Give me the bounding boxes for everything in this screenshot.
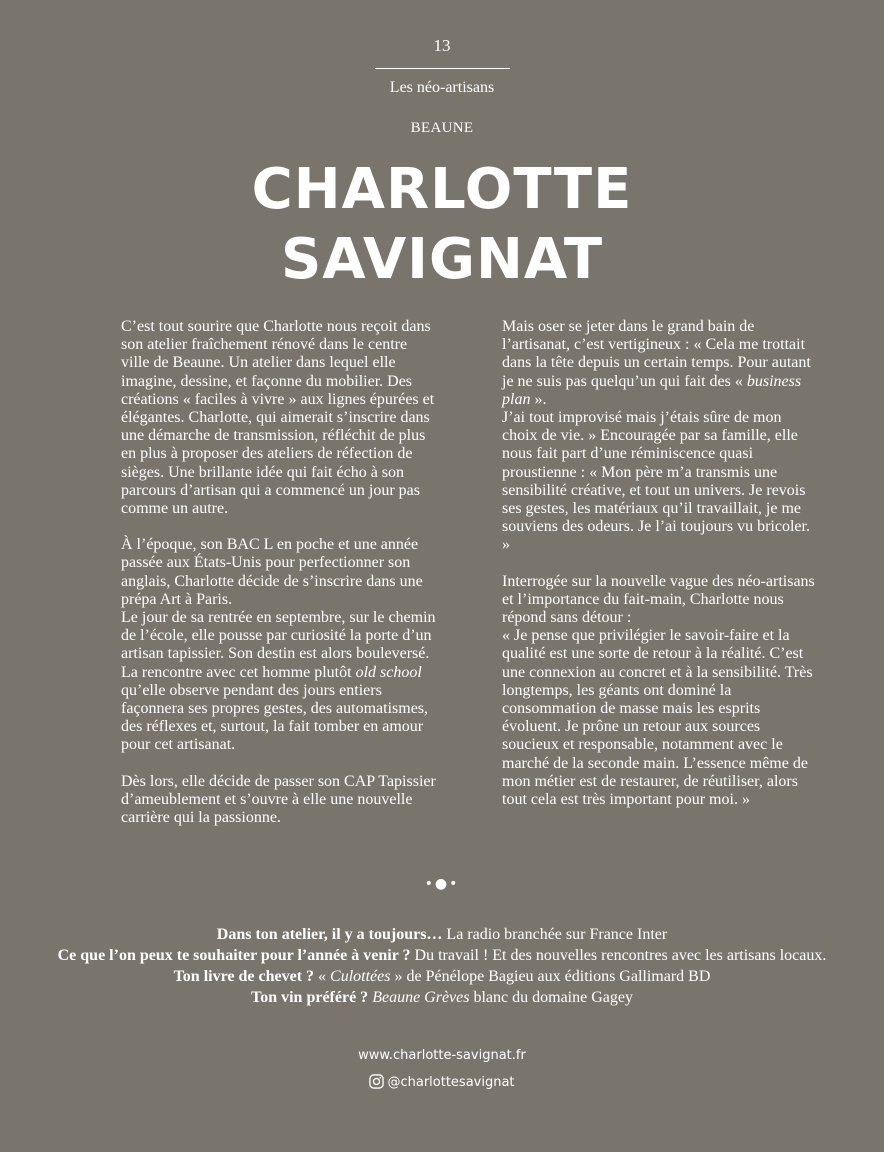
instagram-handle: @charlottesavignat: [387, 1075, 515, 1090]
separator-dots: •●•: [424, 876, 460, 892]
qa-line: Ton livre de chevet ? « Culottées » de Pénélope Bagieu aux éditions Gallimard BD: [173, 968, 711, 985]
paragraph: À l’époque, son BAC L en poche et une année passée aux États-Unis pour perfectionner son anglais, Charlotte décide de s’inscrire dans une prépa Art à Paris.: [121, 536, 423, 608]
paragraph: Le jour de sa rentrée en septembre, sur le chemin de l’école, elle pousse par curiosité la porte d’un artisan tapissier. Son destin est alors bouleversé. La rencontre avec cet homme plutôt old school qu’elle observe pendant des jours entiers façonnera ses propres gestes, des automatismes, des réflexes et, surtout, la fait tomber en amour pour cet artisanat.: [121, 609, 436, 754]
paragraph: C’est tout sourire que Charlotte nous reçoit dans son atelier fraîchement rénové dans le centre ville de Beaune. Un atelier dans lequel elle imagine, dessine, et façonne du mobilier. Des créations « faciles à vivre » aux lignes épurées et élégantes. Charlotte, qui aimerait s’inscrire dans une démarche de transmission, réfléchit de plus en plus à proposer des ateliers de réfection de sièges. Une brillante idée qui fait écho à son parcours d’artisan qui a commencé un jour pas comme un autre.: [121, 318, 435, 518]
title-line-1: CHARLOTTE: [251, 157, 633, 222]
article-title: [0, 155, 884, 295]
qa-line: Ton vin préféré ? Beaune Grèves blanc du domaine Gagey: [251, 989, 633, 1006]
section-title: Les néo-artisans: [389, 79, 495, 96]
left-column: [121, 318, 436, 845]
paragraph: Interrogée sur la nouvelle vague des néo-artisans et l’importance du fait-main, Charlotte nous répond sans détour :: [502, 572, 815, 627]
instagram-link[interactable]: [0, 1074, 884, 1093]
header-divider: [375, 68, 510, 69]
paragraph: Mais oser se jeter dans le grand bain de l’artisanat, c’est vertigineux : « Cela me trottait dans la tête depuis un certain temps. Pour autant je ne suis pas quelqu’un qui fait des « business plan ».: [502, 318, 811, 408]
paragraph: « Je pense que privilégier le savoir-faire et la qualité est une sorte de retour à la réalité. C’est une connexion au concret et à la sensibilité. Très longtemps, les géants ont dominé la consommation de masse mais les esprits évoluent. Je prône un retour aux sources soucieux et responsable, notamment avec le marché de la seconde main. L’essence même de mon métier est de restaurer, de réutiliser, alors tout cela est très important pour moi. »: [502, 627, 813, 809]
qa-line: Dans ton atelier, il y a toujours… La radio branchée sur France Inter: [216, 926, 668, 943]
city-label: BEAUNE: [410, 120, 474, 136]
title-line-2: SAVIGNAT: [280, 227, 604, 292]
questionnaire: [0, 924, 884, 1008]
website-link[interactable]: www.charlotte-savignat.fr: [358, 1048, 526, 1063]
right-column: [502, 318, 817, 827]
paragraph: J’ai tout improvisé mais j’étais sûre de mon choix de vie. » Encouragée par sa famille, elle nous fait part d’une réminiscence quasi proustienne : « Mon père m’a transmis une sensibilité créative, et tout un univers. Je revois ses gestes, les matériaux qu’il travaillait, je me souviens des odeurs. Je l’ai toujours vu bricoler. »: [502, 409, 810, 554]
page-number: 13: [433, 36, 451, 55]
qa-line: Ce que l’on peux te souhaiter pour l’année à venir ? Du travail ! Et des nouvelles rencontres avec les artisans locaux.: [57, 947, 827, 964]
paragraph: Dès lors, elle décide de passer son CAP Tapissier d’ameublement et s’ouvre à elle une nouvelle carrière qui la passionne.: [121, 772, 436, 827]
instagram-icon: [369, 1074, 384, 1093]
